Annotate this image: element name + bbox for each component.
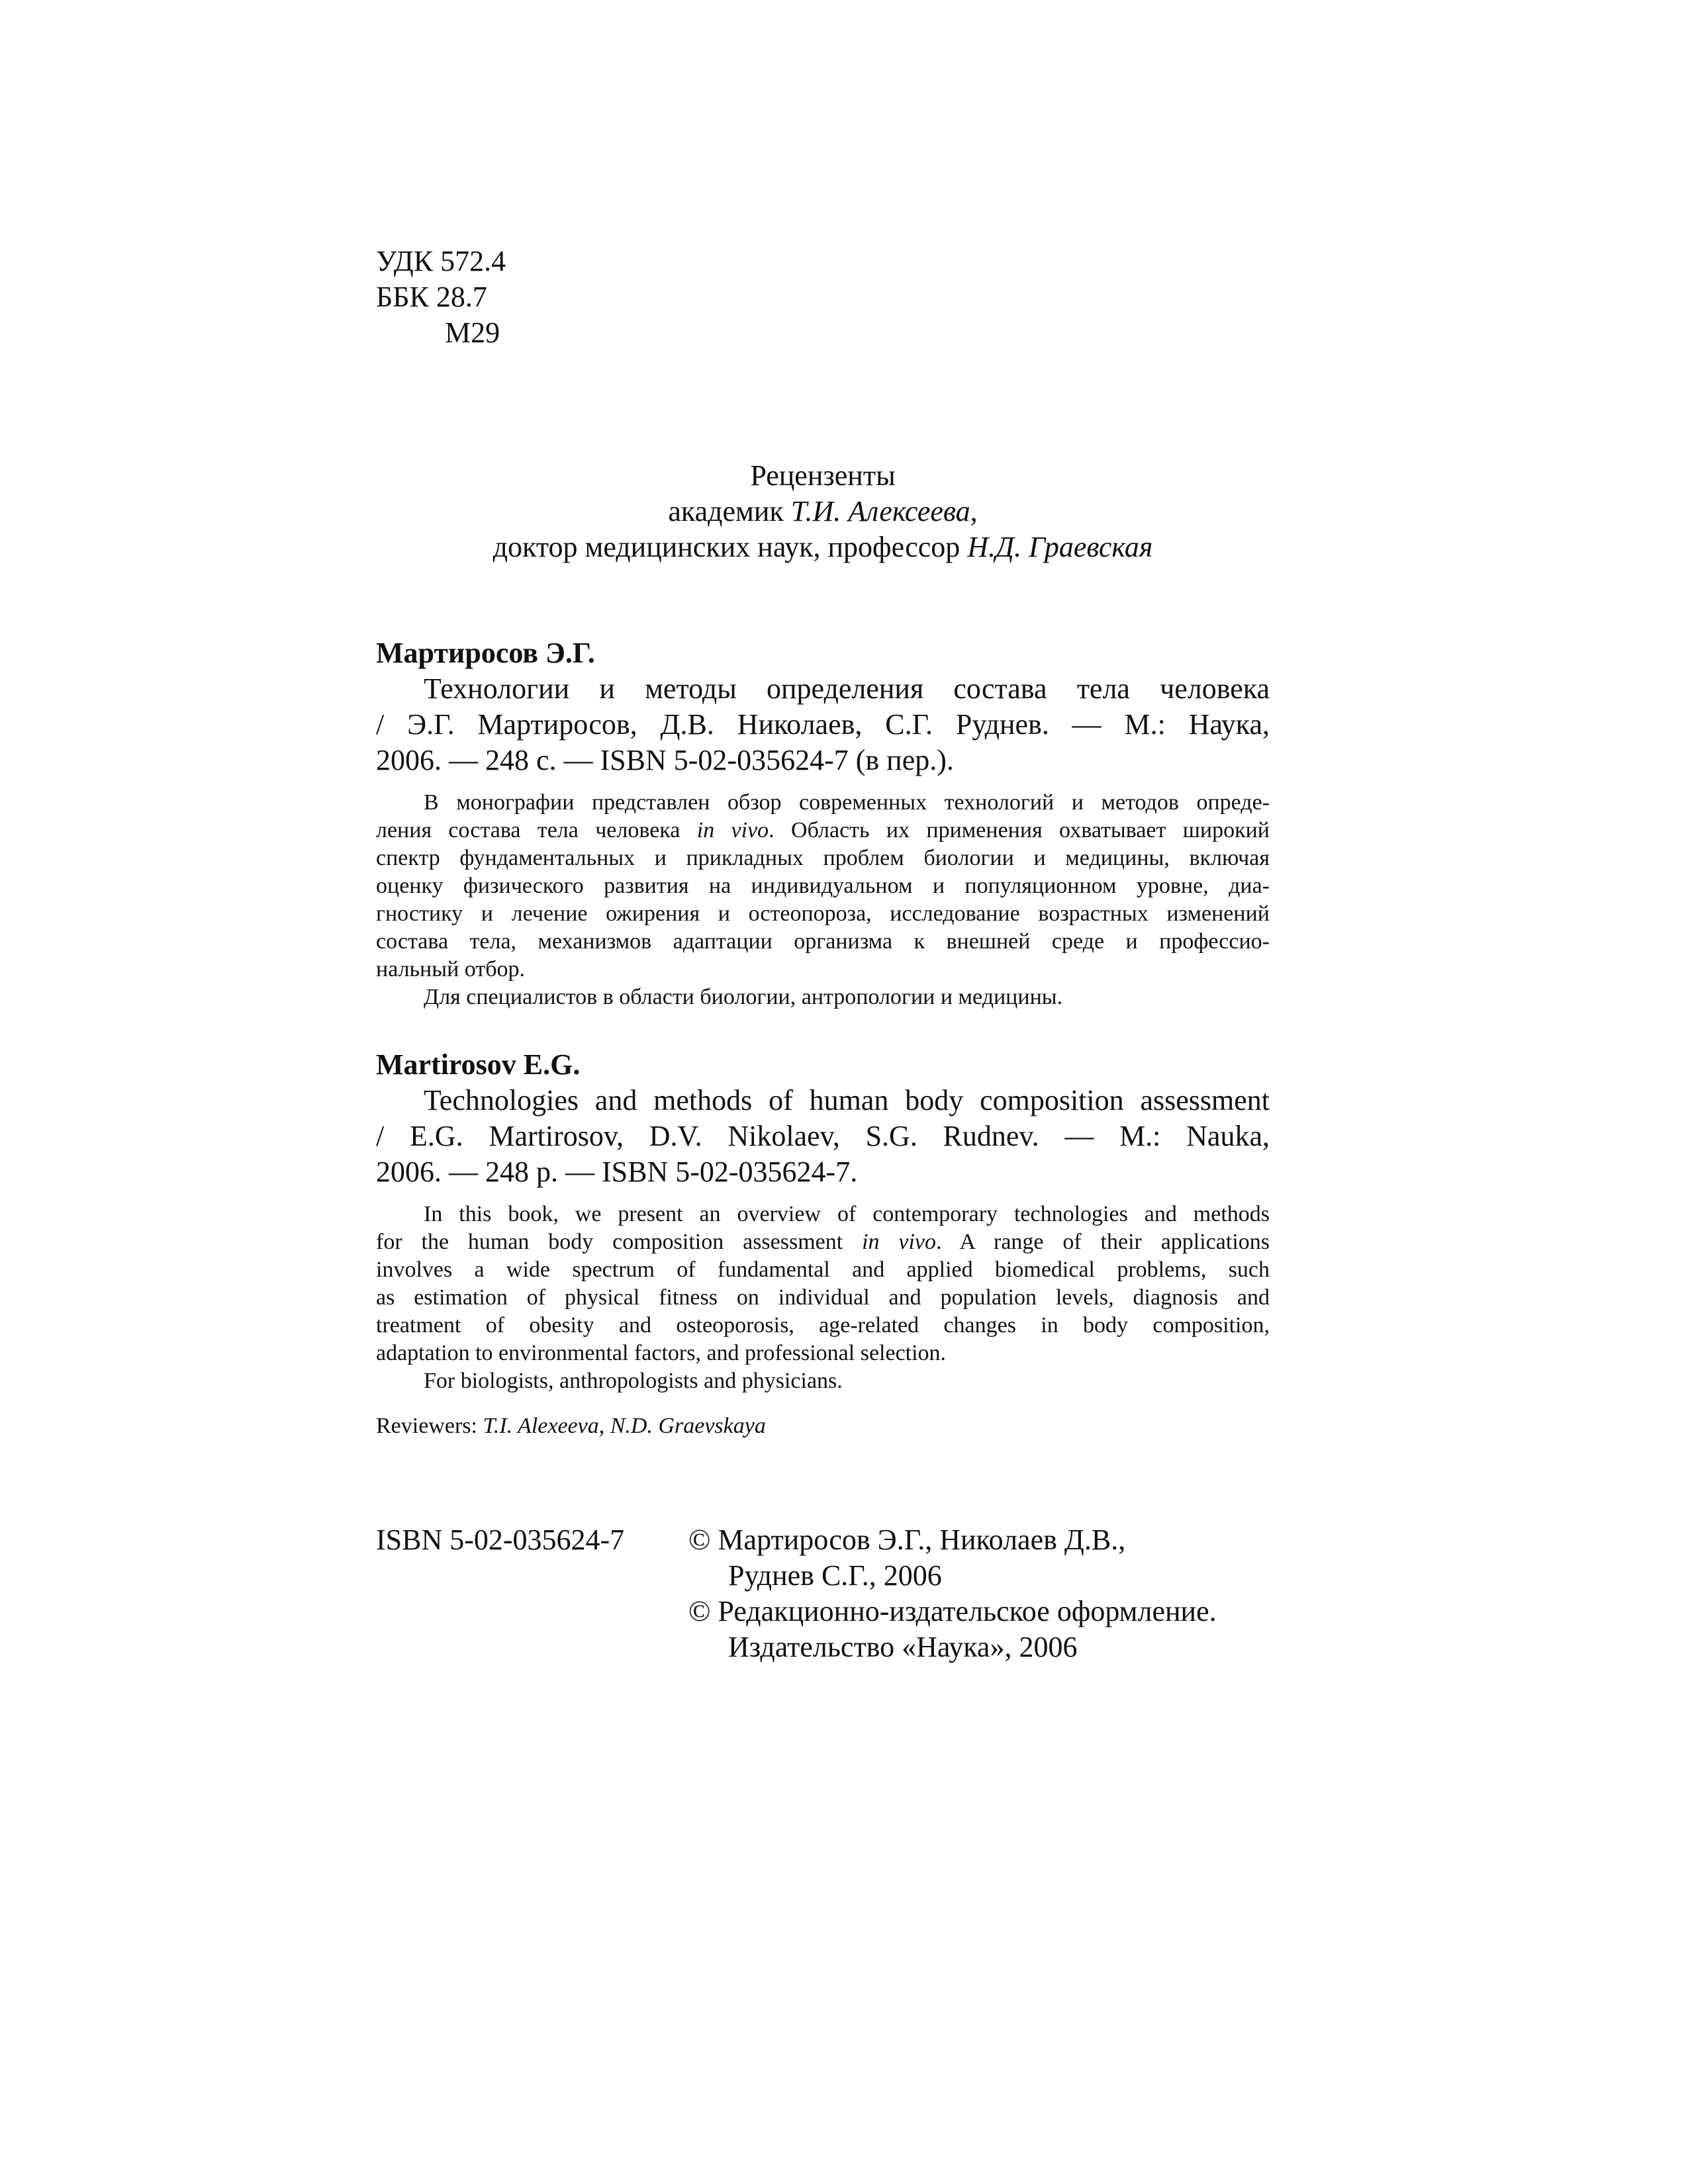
biblio-en-line-1: Technologies and methods of human body composition assessment xyxy=(424,1084,1270,1116)
abstract-ru-line-5: гностику и лечение ожирения и остеопороза, исследование возрастных изменений xyxy=(376,901,1270,926)
reviewer-2-title: доктор медицинских наук, профессор xyxy=(492,531,968,563)
reviewers-heading: Рецензенты xyxy=(750,459,896,492)
abstract-en-line-6: adaptation to environmental factors, and professional selection. xyxy=(376,1341,947,1365)
abstract-ru-line-6: состава тела, механизмов адаптации организма к внешней среде и профессио- xyxy=(376,929,1270,954)
abstract-en-text: for the human body composition assessment xyxy=(376,1230,863,1254)
abstract-en-line-1: In this book, we present an overview of contemporary technologies and methods xyxy=(424,1202,1270,1226)
abstract-en-text: . A range of their applications xyxy=(936,1230,1270,1254)
abstract-ru-text: ления состава тела человека xyxy=(376,818,697,842)
abstract-en-in-vivo: in vivo xyxy=(862,1230,936,1254)
reviewer-2-name: Н.Д. Граевская xyxy=(967,531,1153,563)
reviewer-1-title: академик xyxy=(668,495,791,527)
copyright-authors-line-1: © Мартиросов Э.Г., Николаев Д.В., xyxy=(688,1524,1126,1556)
abstract-ru-line-7: нальный отбор. xyxy=(376,957,526,981)
abstract-ru-line-2 xyxy=(376,817,1270,844)
biblio-en-line-2: / E.G. Martirosov, D.V. Nikolaev, S.G. Rudnev. — M.: Nauka, xyxy=(376,1120,1270,1152)
audience-en: For biologists, anthropologists and physicians. xyxy=(424,1369,843,1393)
reviewer-en-2: N.D. Graevskaya xyxy=(610,1414,766,1438)
reviewers-en xyxy=(376,1412,766,1440)
bbk-code: ББК 28.7 xyxy=(376,281,487,313)
reviewers-en-label: Reviewers: xyxy=(376,1414,483,1438)
author-en: Martirosov E.G. xyxy=(376,1048,581,1081)
copyright-publisher-line-2: Издательство «Наука», 2006 xyxy=(728,1631,1078,1663)
reviewer-en-1: T.I. Alexeeva xyxy=(483,1414,599,1438)
abstract-en-line-3: involves a wide spectrum of fundamental and applied biomedical problems, such xyxy=(376,1257,1270,1282)
isbn: ISBN 5-02-035624-7 xyxy=(376,1524,625,1556)
biblio-ru-line-3: 2006. — 248 с. — ISBN 5-02-035624-7 (в пер.). xyxy=(376,744,954,776)
biblio-ru-line-2: / Э.Г. Мартиросов, Д.В. Николаев, С.Г. Руднев. — М.: Наука, xyxy=(376,708,1270,741)
reviewers-en-separator: , xyxy=(598,1414,610,1438)
copyright-publisher-line-1: © Редакционно-издательское оформление. xyxy=(688,1595,1217,1627)
abstract-ru-line-3: спектр фундаментальных и прикладных проблем биологии и медицины, включая xyxy=(376,846,1270,870)
biblio-en-line-3: 2006. — 248 p. — ISBN 5-02-035624-7. xyxy=(376,1156,858,1188)
abstract-ru-in-vivo: in vivo xyxy=(696,818,769,842)
copyright-authors-line-2: Руднев С.Г., 2006 xyxy=(728,1559,942,1592)
abstract-ru-line-4: оценку физического развития на индивидуальном и популяционном уровне, диа- xyxy=(376,874,1270,898)
abstract-en-line-2 xyxy=(376,1228,1270,1256)
audience-ru: Для специалистов в области биологии, антропологии и медицины. xyxy=(424,985,1063,1009)
abstract-ru-line-1: В монографии представлен обзор современных технологий и методов опреде- xyxy=(424,790,1270,815)
reviewer-line-1 xyxy=(376,494,1270,529)
reviewer-1-comma: , xyxy=(970,495,978,527)
abstract-en-line-5: treatment of obesity and osteoporosis, age-related changes in body composition, xyxy=(376,1313,1270,1338)
udk-code: УДК 572.4 xyxy=(376,245,506,277)
author-ru: Мартиросов Э.Г. xyxy=(376,637,595,669)
abstract-en-line-4: as estimation of physical fitness on individual and population levels, diagnosis and xyxy=(376,1285,1270,1310)
reviewer-line-2 xyxy=(376,529,1270,565)
reviewer-1-name: Т.И. Алексеева xyxy=(790,495,970,527)
abstract-ru-text: . Область их применения охватывает широкий xyxy=(769,818,1270,842)
biblio-ru-line-1: Технологии и методы определения состава тела человека xyxy=(424,672,1270,705)
author-mark: М29 xyxy=(445,316,500,349)
